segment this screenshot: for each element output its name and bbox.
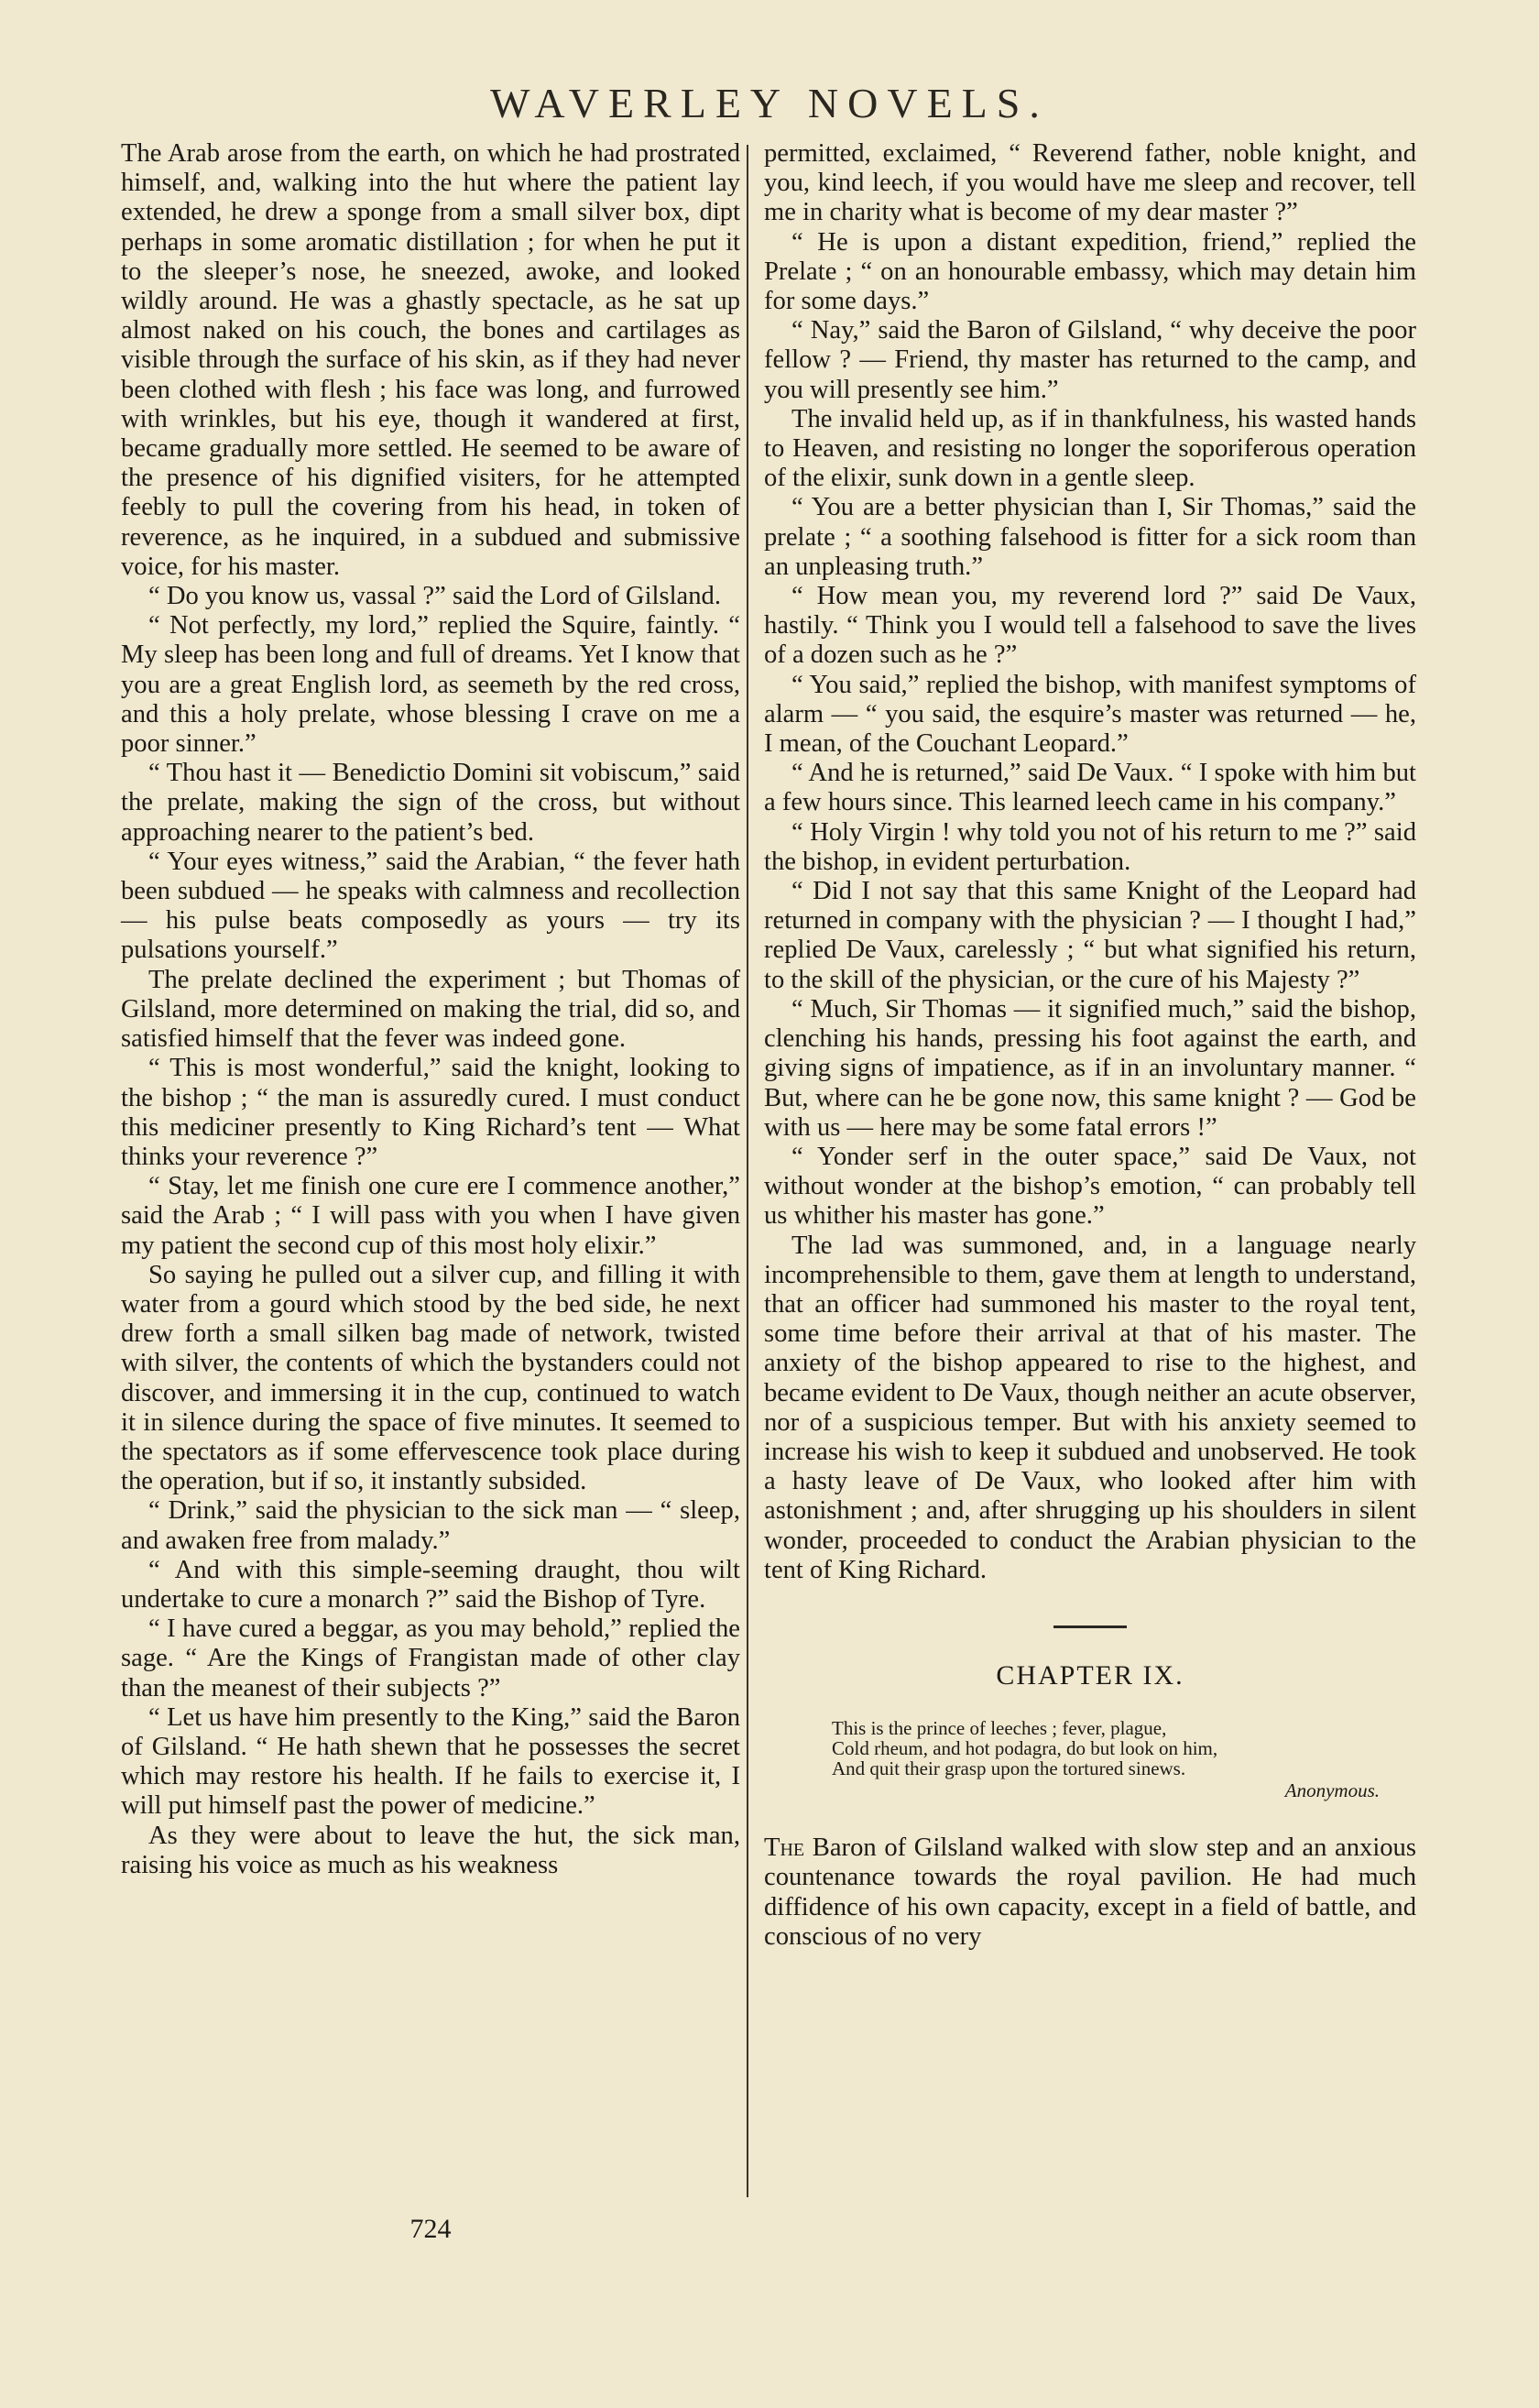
paragraph: “ You said,” replied the bishop, with manifest symptoms of alarm — “ you said, the esquire’s master was returned — he, I mean, of the Couchant Leopard.” [764, 670, 1416, 759]
paragraph: So saying he pulled out a silver cup, and filling it with water from a gourd which stood by the bed side, he next drew forth a small silken bag made of network, twisted with silver, the contents of which the bystanders could not discover, and immersing it in the cup, continued to watch it in silence during the space of five minutes. It seemed to the spectators as if some effervescence took place during the operation, but if so, it instantly subsided. [121, 1260, 740, 1496]
paragraph: “ Holy Virgin ! why told you not of his return to me ?” said the bishop, in evident perturbation. [764, 817, 1416, 876]
paragraph: “ Much, Sir Thomas — it signified much,” said the bishop, clenching his hands, pressing his foot against the earth, and giving signs of impatience, as if in an involuntary manner. “ But, where can he be gone now, this same knight ? — God be with us — here may be some fatal errors !” [764, 994, 1416, 1142]
paragraph: “ Did I not say that this same Knight of the Leopard had returned in company with the physician ? — I thought I had,” replied De Vaux, carelessly ; “ but what signified his return, to the skill of the physician, or the cure of his Majesty ?” [764, 877, 1416, 994]
paragraph: The prelate declined the experiment ; but Thomas of Gilsland, more determined on making the trial, did so, and satisfied himself that the fever was indeed gone. [121, 965, 740, 1054]
epigraph-line: Cold rheum, and hot podagra, do but look on him, [832, 1737, 1218, 1760]
chapter-title: CHAPTER IX. [996, 1659, 1184, 1691]
chapter-opening-paragraph [764, 1833, 1416, 1952]
paragraph: permitted, exclaimed, “ Reverend father, noble knight, and you, kind leech, if you would have me sleep and recover, tell me in charity what is become of my dear master ?” [764, 139, 1416, 227]
paragraph: “ I have cured a beggar, as you may behold,” replied the sage. “ Are the Kings of Frangistan made of other clay than the meanest of their subjects ?” [121, 1614, 740, 1702]
paragraph: “ Nay,” said the Baron of Gilsland, “ why deceive the poor fellow ? — Friend, thy master has returned to the camp, and you will presently see him.” [764, 316, 1416, 404]
paragraph: “ How mean you, my reverend lord ?” said De Vaux, hastily. “ Think you I would tell a falsehood to save the lives of a dozen such as he ?” [764, 582, 1416, 670]
paragraph: “ This is most wonderful,” said the knight, looking to the bishop ; “ the man is assuredly cured. I must conduct this mediciner presently to King Richard’s tent — What thinks your reverence ?” [121, 1054, 740, 1171]
paragraph: As they were about to leave the hut, the sick man, raising his voice as much as his weakness [121, 1821, 740, 1879]
right-column-text [764, 139, 1416, 1585]
epigraph [832, 1718, 1380, 1801]
paragraph: “ Not perfectly, my lord,” replied the Squire, faintly. “ My sleep has been long and full of dreams. Yet I know that you are a great English lord, as seemeth by the red cross, and this a holy prelate, whose blessing I crave on me a poor sinner.” [121, 611, 740, 759]
paragraph: The Arab arose from the earth, on which he had prostrated himself, and, walking into the hut where the patient lay extended, he drew a sponge from a small silver box, dipt perhaps in some aromatic distillation ; for when he put it to the sleeper’s nose, he sneezed, awoke, and looked wildly around. He was a ghastly spectacle, as he sat up almost naked on his couch, the bones and cartilages as visible through the surface of his skin, as if they had never been clothed with flesh ; his face was long, and furrowed with wrinkles, but his eye, though it wandered at first, became gradually more settled. He seemed to be aware of the presence of his dignified visiters, for he attempted feebly to pull the covering from his head, in token of reverence, as he inquired, in a subdued and submissive voice, for his master. [121, 139, 740, 581]
paragraph: “ He is upon a distant expedition, friend,” replied the Prelate ; “ on an honourable embassy, which may detain him for some days.” [764, 227, 1416, 316]
paragraph: “ Your eyes witness,” said the Arabian, “ the fever hath been subdued — he speaks with calmness and recollection — his pulse beats composedly as yours — try its pulsations yourself.” [121, 847, 740, 965]
epigraph-attribution: Anonymous. [1284, 1779, 1380, 1802]
page-number: 724 [409, 2214, 452, 2244]
paragraph: “ You are a better physician than I, Sir Thomas,” said the prelate ; “ a soothing falsehood is fitter for a sick room than an unpleasing truth.” [764, 493, 1416, 581]
chapter-separator-rule [1053, 1625, 1127, 1628]
running-head: WAVERLEY NOVELS. [490, 80, 1049, 126]
paragraph: The invalid held up, as if in thankfulness, his wasted hands to Heaven, and resisting no longer the soporiferous operation of the elixir, sunk down in a gentle sleep. [764, 404, 1416, 493]
right-column [764, 139, 1416, 1952]
paragraph: “ Do you know us, vassal ?” said the Lord of Gilsland. [148, 582, 721, 611]
paragraph: “ Let us have him presently to the King,” said the Baron of Gilsland. “ He hath shewn that he possesses the secret which may restore his health. If he fails to exercise it, I will put himself past the power of medicine.” [121, 1702, 740, 1821]
paragraph: “ Drink,” said the physician to the sick man — “ sleep, and awaken free from malady.” [121, 1496, 740, 1555]
paragraph: The lad was summoned, and, in a language nearly incomprehensible to them, gave them at length to understand, that an officer had summoned his master to the royal tent, some time before their arrival at that of his master. The anxiety of the bishop appeared to rise to the highest, and became evident to De Vaux, though neither an acute observer, nor of a suspicious temper. But with his anxiety seemed to increase his wish to keep it subdued and unobserved. He took a hasty leave of De Vaux, who looked after him with astonishment ; and, after shrugging up his shoulders in silent wonder, proceeded to conduct the Arabian physician to the tent of King Richard. [764, 1231, 1416, 1584]
paragraph: “ Yonder serf in the outer space,” said De Vaux, not without wonder at the bishop’s emotion, “ can probably tell us whither his master has gone.” [764, 1142, 1416, 1231]
column-divider [747, 145, 748, 2197]
paragraph: “ And he is returned,” said De Vaux. “ I spoke with him but a few hours since. This learned leech came in his company.” [764, 759, 1416, 817]
chapter-opening-text: Baron of Gilsland walked with slow step and an anxious countenance towards the royal pavilion. He had much diffidence of his own capacity, except in a field of battle, and conscious of no very [764, 1833, 1416, 1951]
epigraph-line: This is the prince of leeches ; fever, plague, [832, 1717, 1167, 1740]
paragraph: “ Thou hast it — Benedictio Domini sit vobiscum,” said the prelate, making the sign of the cross, but without approaching nearer to the patient’s bed. [121, 759, 740, 847]
epigraph-line: And quit their grasp upon the tortured sinews. [832, 1757, 1186, 1780]
paragraph: “ And with this simple-seeming draught, thou wilt undertake to cure a monarch ?” said the Bishop of Tyre. [121, 1555, 740, 1614]
paragraph: “ Stay, let me finish one cure ere I commence another,” said the Arab ; “ I will pass with you when I have given my patient the second cup of this most holy elixir.” [121, 1172, 740, 1260]
chapter-opening-word: The [764, 1833, 805, 1863]
left-column [121, 139, 740, 1880]
